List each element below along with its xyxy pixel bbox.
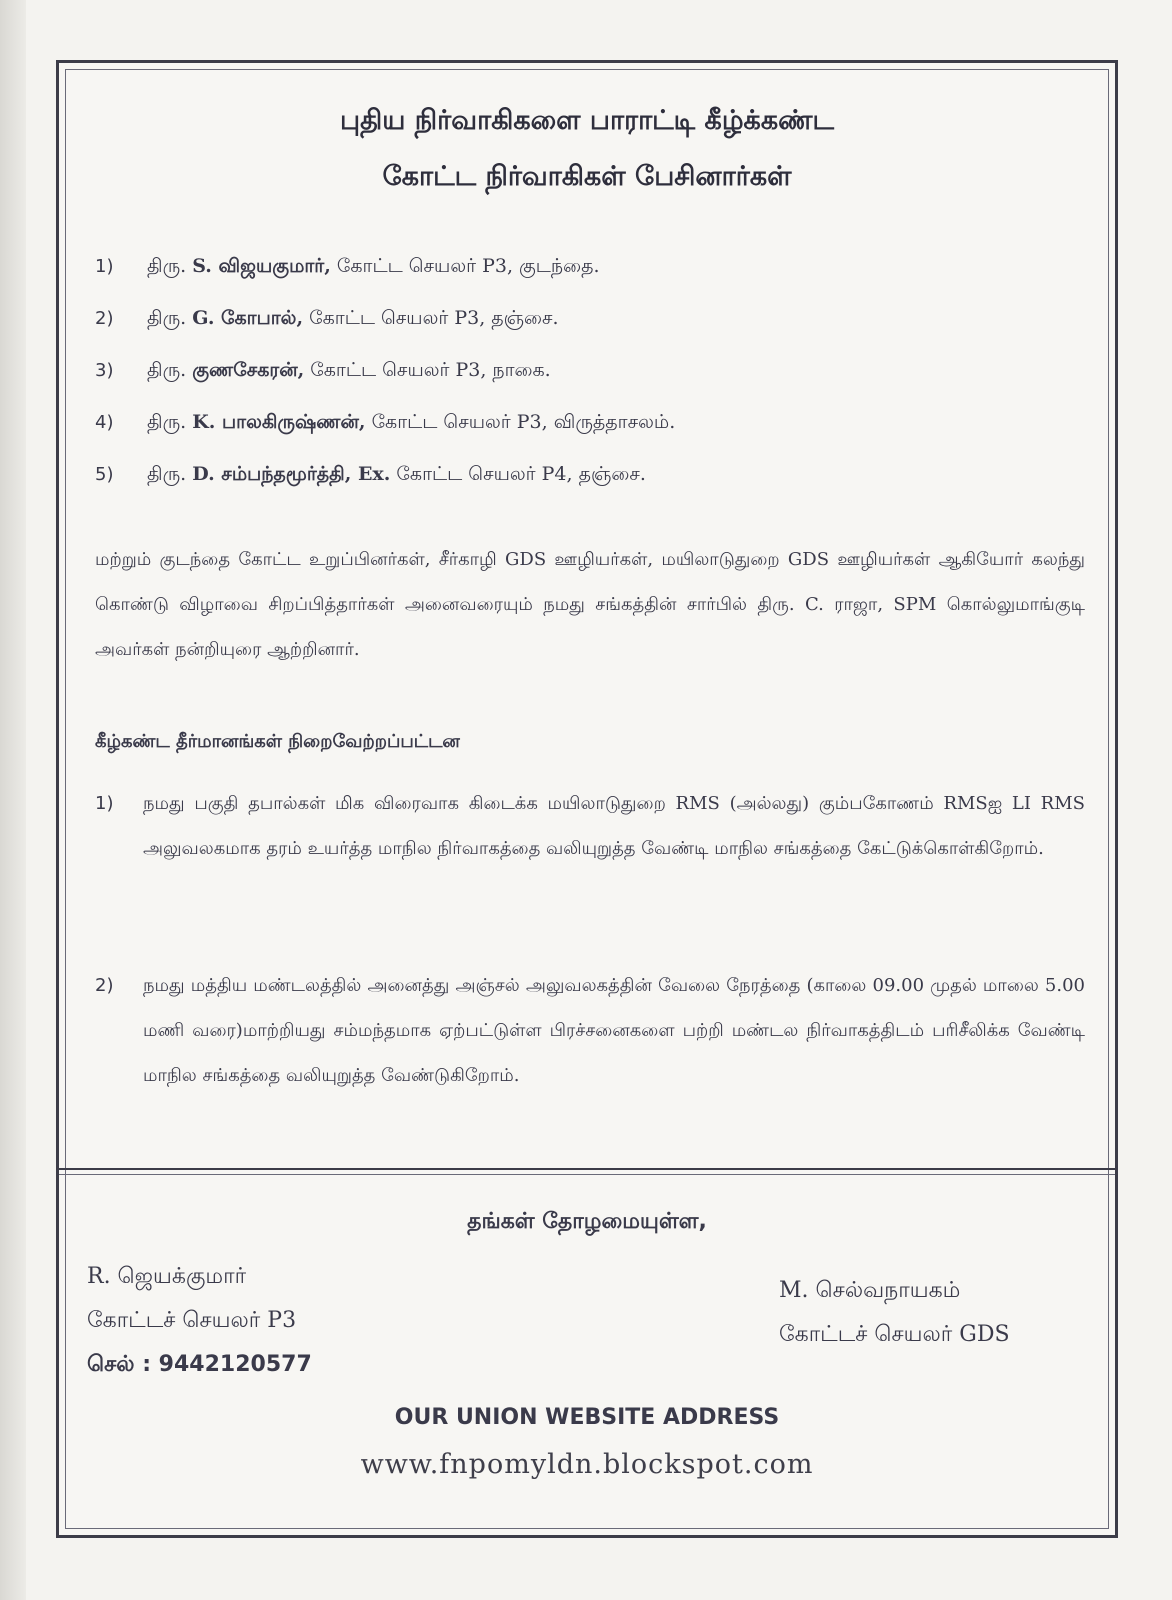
speaker-name: D. சம்பந்தமூர்த்தி, Ex.	[192, 463, 391, 485]
item-number: 3)	[95, 360, 114, 381]
speaker-name: K. பாலகிருஷ்ணன்,	[192, 411, 366, 433]
speaker-role: கோட்ட செயலர் P3, விருத்தாசலம்.	[371, 411, 676, 433]
resolution-item	[95, 781, 1085, 871]
honorific: திரு.	[147, 359, 187, 381]
resolution-text: நமது மத்திய மண்டலத்தில் அனைத்து அஞ்சல் அலுவலகத்தின் வேலை நேரத்தை (காலை 09.00 முதல் மாலை 5.00 மணி வரை)மாற்றியது சம்மந்தமாக ஏற்பட்டுள்ள பிரச்சனைகளை பற்றி மண்டல நிர்வாகத்திடம் பரிசீலிக்க வேண்டி மாநில சங்கத்தை வலியுறுத்த வேண்டுகிறோம்.	[143, 975, 1085, 1086]
resolution-item	[95, 963, 1085, 1098]
signatory-name: R. ஜெயக்குமார்	[87, 1264, 247, 1289]
speaker-role: கோட்ட செயலர் P3, நாகை.	[310, 359, 551, 381]
list-item	[95, 307, 1075, 359]
honorific: திரு.	[147, 255, 187, 277]
section-divider-inner	[59, 1174, 1115, 1175]
resolutions-heading: கீழ்கண்ட தீர்மானங்கள் நிறைவேற்றப்பட்டன	[95, 731, 460, 752]
item-number: 5)	[95, 464, 114, 485]
signatory-phone: செல் : 9442120577	[87, 1352, 312, 1377]
website-url: www.fnpomyldn.blockspot.com	[360, 1449, 814, 1480]
signatory-title: கோட்டச் செயலர் P3	[87, 1308, 297, 1333]
list-item	[95, 359, 1075, 411]
heading-line-2: கோட்ட நிர்வாகிகள் பேசினார்கள்	[382, 161, 792, 192]
speaker-role: கோட்ட செயலர் P3, குடந்தை.	[336, 255, 600, 277]
honorific: திரு.	[147, 307, 187, 329]
honorific: திரு.	[147, 411, 187, 433]
resolution-text: நமது பகுதி தபால்கள் மிக விரைவாக கிடைக்க மயிலாடுதுறை RMS (அல்லது) கும்பகோணம் RMSஐ LI RMS அலுவலகமாக தரம் உயர்த்த மாநில நிர்வாகத்தை வலியுறுத்த வேண்டி மாநில சங்கத்தை கேட்டுக்கொள்கிறோம்.	[143, 793, 1085, 859]
signatory-name: M. செல்வநாயகம்	[779, 1278, 961, 1303]
list-item	[95, 255, 1075, 307]
speaker-name: குணசேகரன்,	[192, 359, 305, 381]
page-edge	[0, 0, 26, 1600]
heading-line-1: புதிய நிர்வாகிகளை பாராட்டி கீழ்க்கண்ட	[340, 105, 834, 136]
speaker-name: G. கோபால்,	[192, 307, 304, 329]
item-number: 2)	[95, 975, 114, 996]
item-number: 2)	[95, 308, 114, 329]
signatory-title: கோட்டச் செயலர் GDS	[779, 1322, 1010, 1347]
section-divider	[59, 1168, 1115, 1170]
item-number: 1)	[95, 256, 114, 277]
acknowledgement-paragraph: மற்றும் குடந்தை கோட்ட உறுப்பினர்கள், சீர்காழி GDS ஊழியர்கள், மயிலாடுதுறை GDS ஊழியர்கள் ஆகியோர் கலந்து கொண்டு விழாவை சிறப்பித்தார்கள் அனைவரையும் நமது சங்கத்தின் சார்பில் திரு. C. ராஜா, SPM கொல்லுமாங்குடி அவர்கள் நன்றியுரை ஆற்றினார்.	[95, 549, 1085, 660]
closing-salutation: தங்கள் தோழமையுள்ள,	[467, 1209, 707, 1234]
list-item	[95, 463, 1075, 515]
speaker-role: கோட்ட செயலர் P4, தஞ்சை.	[396, 463, 646, 485]
signatory-right	[779, 1269, 1010, 1357]
list-item	[95, 411, 1075, 463]
speaker-role: கோட்ட செயலர் P3, தஞ்சை.	[309, 307, 559, 329]
notice-frame	[56, 60, 1118, 1538]
speaker-name: S. விஜயகுமார்,	[192, 255, 331, 277]
item-number: 1)	[95, 793, 114, 814]
speakers-list	[95, 255, 1075, 515]
item-number: 4)	[95, 412, 114, 433]
website-title: OUR UNION WEBSITE ADDRESS	[394, 1405, 780, 1430]
signatory-left	[87, 1255, 312, 1387]
honorific: திரு.	[147, 463, 187, 485]
